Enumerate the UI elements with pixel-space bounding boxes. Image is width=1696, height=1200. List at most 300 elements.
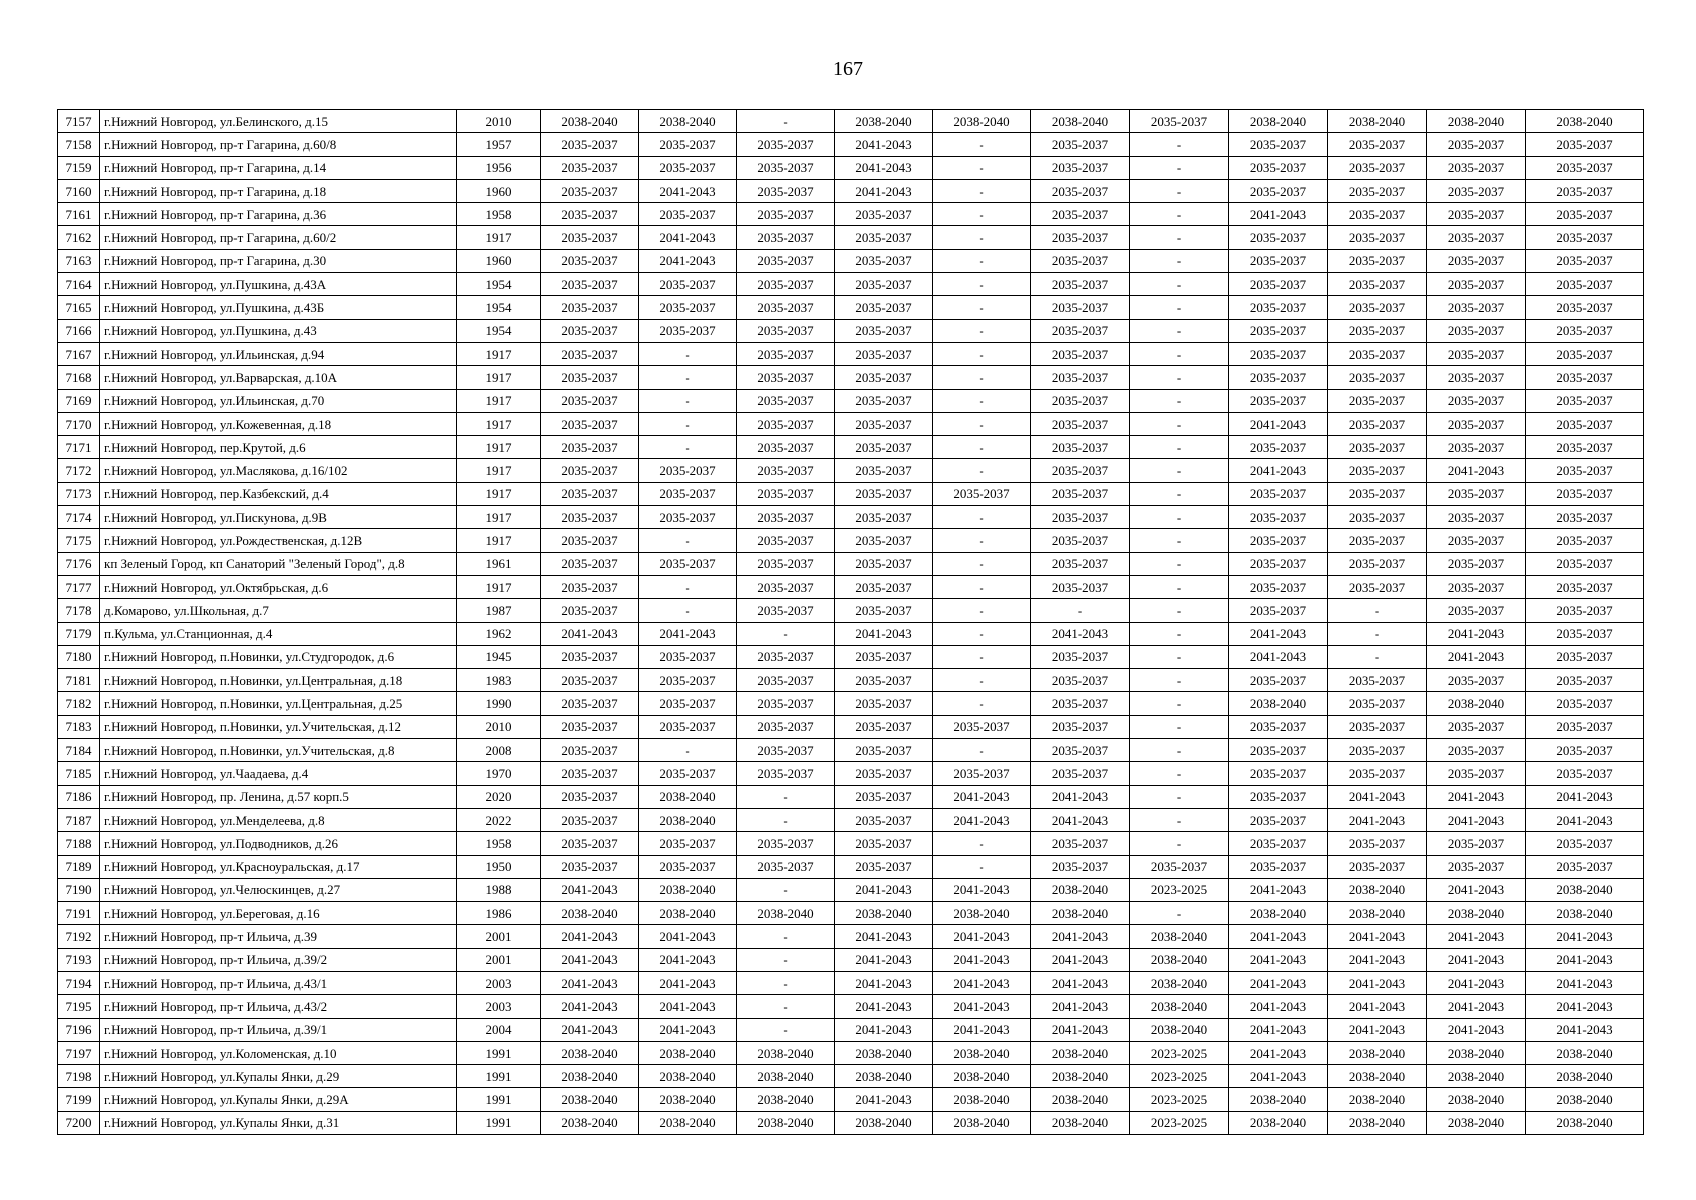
repair-period-cell: 2038-2040: [1031, 1111, 1130, 1134]
repair-period-cell: 2041-2043: [1328, 971, 1427, 994]
repair-period-cell: 2035-2037: [1229, 482, 1328, 505]
repair-period-cell: -: [933, 179, 1031, 202]
repair-period-cell: 2035-2037: [835, 739, 933, 762]
table-row: [58, 645, 1644, 668]
repair-period-cell: 2038-2040: [835, 1065, 933, 1088]
repair-period-cell: -: [639, 342, 737, 365]
repair-period-cell: 2038-2040: [835, 1041, 933, 1064]
repair-period-cell: 2038-2040: [835, 1111, 933, 1134]
repair-period-cell: 2035-2037: [541, 296, 639, 319]
repair-period-cell: 2038-2040: [1526, 110, 1644, 133]
repair-period-cell: 2035-2037: [541, 436, 639, 459]
address-cell: г.Нижний Новгород, ул.Купалы Янки, д.29: [100, 1065, 457, 1088]
table-row: [58, 669, 1644, 692]
repair-period-cell: 2035-2037: [1229, 575, 1328, 598]
table-row: [58, 133, 1644, 156]
repair-period-cell: 2035-2037: [1031, 342, 1130, 365]
address-cell: г.Нижний Новгород, ул.Купалы Янки, д.29А: [100, 1088, 457, 1111]
repair-period-cell: 2041-2043: [639, 226, 737, 249]
repair-period-cell: -: [933, 366, 1031, 389]
repair-period-cell: 2041-2043: [639, 948, 737, 971]
repair-period-cell: 2038-2040: [835, 902, 933, 925]
repair-period-cell: -: [1130, 203, 1229, 226]
build-year-cell: 1983: [457, 669, 541, 692]
repair-period-cell: 2035-2037: [541, 762, 639, 785]
repair-period-cell: 2041-2043: [1526, 785, 1644, 808]
build-year-cell: 1917: [457, 342, 541, 365]
repair-period-cell: -: [1328, 599, 1427, 622]
repair-period-cell: 2041-2043: [1229, 412, 1328, 435]
repair-period-cell: 2035-2037: [1031, 739, 1130, 762]
address-cell: г.Нижний Новгород, пр-т Гагарина, д.60/8: [100, 133, 457, 156]
repair-period-cell: 2035-2037: [1427, 529, 1526, 552]
repair-period-cell: 2035-2037: [1031, 203, 1130, 226]
repair-period-cell: 2035-2037: [1229, 506, 1328, 529]
repair-period-cell: 2038-2040: [1031, 1065, 1130, 1088]
repair-period-cell: 2035-2037: [737, 552, 835, 575]
repair-period-cell: 2041-2043: [1229, 948, 1328, 971]
repair-period-cell: 2038-2040: [541, 1065, 639, 1088]
repair-period-cell: 2035-2037: [1328, 482, 1427, 505]
repair-period-cell: 2035-2037: [835, 832, 933, 855]
repair-period-cell: 2035-2037: [1328, 389, 1427, 412]
repair-period-cell: 2038-2040: [1130, 995, 1229, 1018]
repair-period-cell: 2035-2037: [737, 203, 835, 226]
repair-period-cell: 2038-2040: [1130, 971, 1229, 994]
build-year-cell: 1917: [457, 506, 541, 529]
repair-period-cell: 2035-2037: [835, 855, 933, 878]
address-cell: г.Нижний Новгород, п.Новинки, ул.Центральная, д.25: [100, 692, 457, 715]
address-cell: г.Нижний Новгород, п.Новинки, ул.Центральная, д.18: [100, 669, 457, 692]
repair-period-cell: 2035-2037: [737, 366, 835, 389]
repair-period-cell: 2041-2043: [1526, 925, 1644, 948]
repair-period-cell: 2035-2037: [1427, 715, 1526, 738]
repair-period-cell: 2038-2040: [933, 1111, 1031, 1134]
row-number-cell: 7171: [58, 436, 100, 459]
repair-period-cell: -: [639, 529, 737, 552]
repair-period-cell: 2041-2043: [541, 971, 639, 994]
repair-period-cell: 2041-2043: [1526, 995, 1644, 1018]
repair-period-cell: 2035-2037: [737, 669, 835, 692]
repair-period-cell: -: [1130, 506, 1229, 529]
table-row: [58, 203, 1644, 226]
table-row: [58, 808, 1644, 831]
row-number-cell: 7192: [58, 925, 100, 948]
repair-period-cell: 2035-2037: [1427, 342, 1526, 365]
repair-period-cell: 2041-2043: [1427, 925, 1526, 948]
address-cell: г.Нижний Новгород, ул.Рождественская, д.12В: [100, 529, 457, 552]
repair-period-cell: -: [1130, 692, 1229, 715]
repair-period-cell: 2035-2037: [1229, 739, 1328, 762]
repair-period-cell: -: [1130, 249, 1229, 272]
repair-period-cell: 2035-2037: [1427, 832, 1526, 855]
repair-period-cell: 2038-2040: [1031, 1088, 1130, 1111]
repair-period-cell: 2035-2037: [1031, 715, 1130, 738]
repair-period-cell: 2035-2037: [835, 342, 933, 365]
repair-period-cell: 2023-2025: [1130, 1111, 1229, 1134]
repair-period-cell: 2035-2037: [1427, 133, 1526, 156]
repair-period-cell: -: [639, 599, 737, 622]
repair-period-cell: 2035-2037: [1526, 715, 1644, 738]
address-cell: г.Нижний Новгород, ул.Коломенская, д.10: [100, 1041, 457, 1064]
repair-period-cell: 2035-2037: [541, 808, 639, 831]
repair-period-cell: -: [933, 226, 1031, 249]
repair-period-cell: 2041-2043: [1229, 203, 1328, 226]
repair-period-cell: 2041-2043: [835, 1088, 933, 1111]
repair-period-cell: 2035-2037: [541, 319, 639, 342]
repair-period-cell: 2041-2043: [835, 179, 933, 202]
repair-period-cell: 2035-2037: [1328, 412, 1427, 435]
repair-period-cell: 2041-2043: [1427, 971, 1526, 994]
repair-period-cell: 2035-2037: [1427, 319, 1526, 342]
row-number-cell: 7182: [58, 692, 100, 715]
repair-period-cell: 2035-2037: [1031, 133, 1130, 156]
repair-period-cell: 2041-2043: [639, 622, 737, 645]
repair-period-cell: 2038-2040: [1427, 902, 1526, 925]
address-cell: г.Нижний Новгород, ул.Кожевенная, д.18: [100, 412, 457, 435]
repair-period-cell: 2035-2037: [1130, 855, 1229, 878]
repair-period-cell: 2041-2043: [1427, 785, 1526, 808]
repair-period-cell: -: [1130, 226, 1229, 249]
repair-period-cell: -: [1031, 599, 1130, 622]
build-year-cell: 1960: [457, 249, 541, 272]
repair-period-cell: -: [1130, 366, 1229, 389]
build-year-cell: 1945: [457, 645, 541, 668]
repair-period-cell: 2038-2040: [1328, 1111, 1427, 1134]
repair-period-cell: 2035-2037: [1526, 669, 1644, 692]
build-year-cell: 1991: [457, 1088, 541, 1111]
address-cell: г.Нижний Новгород, пр-т Гагарина, д.14: [100, 156, 457, 179]
repair-period-cell: 2035-2037: [1031, 249, 1130, 272]
repair-period-cell: 2035-2037: [1031, 366, 1130, 389]
address-cell: г.Нижний Новгород, пр. Ленина, д.57 корп.5: [100, 785, 457, 808]
repair-period-cell: 2035-2037: [1328, 203, 1427, 226]
repair-period-cell: 2035-2037: [1130, 110, 1229, 133]
repair-period-cell: 2035-2037: [737, 389, 835, 412]
repair-period-cell: 2035-2037: [737, 482, 835, 505]
row-number-cell: 7180: [58, 645, 100, 668]
repair-period-cell: 2035-2037: [835, 412, 933, 435]
repair-period-cell: 2035-2037: [1229, 179, 1328, 202]
table-row: [58, 389, 1644, 412]
repair-period-cell: 2041-2043: [835, 878, 933, 901]
table-row: [58, 1088, 1644, 1111]
table-body: [58, 110, 1644, 1135]
repair-period-cell: 2038-2040: [737, 1088, 835, 1111]
repair-period-cell: 2038-2040: [1328, 1041, 1427, 1064]
repair-period-cell: -: [1130, 342, 1229, 365]
repair-period-cell: -: [933, 459, 1031, 482]
repair-period-cell: 2041-2043: [835, 948, 933, 971]
address-cell: г.Нижний Новгород, ул.Береговая, д.16: [100, 902, 457, 925]
repair-period-cell: 2035-2037: [933, 715, 1031, 738]
repair-period-cell: 2041-2043: [835, 156, 933, 179]
repair-period-cell: 2035-2037: [737, 575, 835, 598]
table-row: [58, 575, 1644, 598]
repair-period-cell: 2041-2043: [1328, 785, 1427, 808]
repair-period-cell: -: [737, 1018, 835, 1041]
repair-period-cell: 2035-2037: [1526, 319, 1644, 342]
repair-period-cell: -: [933, 645, 1031, 668]
repair-period-cell: 2041-2043: [1328, 1018, 1427, 1041]
build-year-cell: 1961: [457, 552, 541, 575]
repair-period-cell: -: [1130, 436, 1229, 459]
repair-period-cell: -: [933, 436, 1031, 459]
table-row: [58, 762, 1644, 785]
repair-period-cell: 2035-2037: [1526, 273, 1644, 296]
row-number-cell: 7189: [58, 855, 100, 878]
table-row: [58, 296, 1644, 319]
repair-period-cell: 2035-2037: [737, 436, 835, 459]
repair-period-cell: 2038-2040: [541, 110, 639, 133]
repair-period-cell: -: [933, 273, 1031, 296]
build-year-cell: 1988: [457, 878, 541, 901]
repair-period-cell: 2041-2043: [1229, 995, 1328, 1018]
repair-period-cell: 2041-2043: [1328, 808, 1427, 831]
address-cell: г.Нижний Новгород, ул.Ильинская, д.70: [100, 389, 457, 412]
repair-period-cell: 2035-2037: [737, 506, 835, 529]
repair-period-cell: -: [737, 785, 835, 808]
repair-period-cell: -: [1130, 389, 1229, 412]
repair-period-cell: 2035-2037: [1526, 389, 1644, 412]
table-row: [58, 226, 1644, 249]
repair-period-cell: -: [737, 995, 835, 1018]
repair-period-cell: -: [639, 389, 737, 412]
repair-period-cell: 2041-2043: [1031, 925, 1130, 948]
build-year-cell: 2020: [457, 785, 541, 808]
repair-period-cell: -: [1328, 645, 1427, 668]
repair-period-cell: 2035-2037: [835, 226, 933, 249]
repair-period-cell: -: [737, 622, 835, 645]
address-cell: г.Нижний Новгород, ул.Пискунова, д.9В: [100, 506, 457, 529]
build-year-cell: 2010: [457, 110, 541, 133]
repair-period-cell: 2035-2037: [1031, 692, 1130, 715]
build-year-cell: 1917: [457, 412, 541, 435]
repair-period-cell: 2041-2043: [541, 948, 639, 971]
repair-period-cell: 2041-2043: [835, 133, 933, 156]
repair-period-cell: 2038-2040: [1229, 1111, 1328, 1134]
repair-period-cell: 2038-2040: [639, 902, 737, 925]
repair-period-cell: 2041-2043: [639, 995, 737, 1018]
repair-period-cell: 2035-2037: [1031, 226, 1130, 249]
repair-period-cell: 2035-2037: [1229, 552, 1328, 575]
repair-period-cell: 2041-2043: [541, 1018, 639, 1041]
repair-period-cell: 2035-2037: [835, 529, 933, 552]
repair-period-cell: 2035-2037: [639, 762, 737, 785]
repair-period-cell: 2035-2037: [835, 389, 933, 412]
row-number-cell: 7159: [58, 156, 100, 179]
repair-period-cell: 2035-2037: [1526, 622, 1644, 645]
row-number-cell: 7174: [58, 506, 100, 529]
repair-period-cell: 2035-2037: [1229, 832, 1328, 855]
repair-period-cell: -: [737, 971, 835, 994]
repair-period-cell: 2041-2043: [1229, 925, 1328, 948]
row-number-cell: 7196: [58, 1018, 100, 1041]
repair-period-cell: 2038-2040: [1031, 878, 1130, 901]
repair-period-cell: 2035-2037: [541, 506, 639, 529]
build-year-cell: 1917: [457, 226, 541, 249]
table-row: [58, 902, 1644, 925]
table-row: [58, 599, 1644, 622]
repair-period-cell: 2035-2037: [933, 762, 1031, 785]
repair-period-cell: 2035-2037: [1427, 366, 1526, 389]
repair-period-cell: 2035-2037: [541, 226, 639, 249]
repair-period-cell: 2035-2037: [737, 832, 835, 855]
table-row: [58, 506, 1644, 529]
repair-period-cell: 2035-2037: [1526, 762, 1644, 785]
repair-period-cell: 2035-2037: [835, 692, 933, 715]
repair-period-cell: 2038-2040: [933, 1088, 1031, 1111]
repair-period-cell: 2023-2025: [1130, 1088, 1229, 1111]
repair-period-cell: 2035-2037: [1328, 226, 1427, 249]
repair-period-cell: 2041-2043: [639, 925, 737, 948]
repair-period-cell: -: [737, 925, 835, 948]
row-number-cell: 7164: [58, 273, 100, 296]
repair-period-cell: 2041-2043: [639, 971, 737, 994]
repair-period-cell: 2035-2037: [1229, 762, 1328, 785]
build-year-cell: 1991: [457, 1065, 541, 1088]
row-number-cell: 7160: [58, 179, 100, 202]
repair-period-cell: 2041-2043: [1229, 1065, 1328, 1088]
repair-period-cell: 2035-2037: [1526, 529, 1644, 552]
repair-period-cell: 2041-2043: [541, 622, 639, 645]
repair-period-cell: 2038-2040: [639, 1041, 737, 1064]
table-row: [58, 552, 1644, 575]
build-year-cell: 2022: [457, 808, 541, 831]
repair-period-cell: 2035-2037: [1427, 273, 1526, 296]
repair-period-cell: 2041-2043: [1526, 1018, 1644, 1041]
row-number-cell: 7172: [58, 459, 100, 482]
repair-period-cell: -: [933, 319, 1031, 342]
repair-period-cell: 2035-2037: [737, 249, 835, 272]
row-number-cell: 7165: [58, 296, 100, 319]
repair-period-cell: 2038-2040: [933, 902, 1031, 925]
repair-period-cell: 2035-2037: [541, 366, 639, 389]
build-year-cell: 1917: [457, 482, 541, 505]
repair-period-cell: 2041-2043: [1229, 1041, 1328, 1064]
table-row: [58, 739, 1644, 762]
repair-period-cell: 2041-2043: [1031, 995, 1130, 1018]
repair-period-cell: 2035-2037: [1427, 203, 1526, 226]
row-number-cell: 7176: [58, 552, 100, 575]
repair-period-cell: 2035-2037: [1526, 692, 1644, 715]
row-number-cell: 7157: [58, 110, 100, 133]
repair-period-cell: 2038-2040: [1427, 1065, 1526, 1088]
repair-period-cell: 2035-2037: [1229, 785, 1328, 808]
build-year-cell: 1987: [457, 599, 541, 622]
repair-period-cell: 2038-2040: [1427, 692, 1526, 715]
repair-period-cell: 2041-2043: [1526, 808, 1644, 831]
repair-period-cell: 2035-2037: [835, 319, 933, 342]
repair-period-cell: 2035-2037: [639, 692, 737, 715]
build-year-cell: 2001: [457, 948, 541, 971]
repair-period-cell: -: [737, 878, 835, 901]
repair-period-cell: 2038-2040: [933, 1041, 1031, 1064]
row-number-cell: 7161: [58, 203, 100, 226]
repair-period-cell: 2035-2037: [835, 506, 933, 529]
repair-period-cell: 2035-2037: [1526, 179, 1644, 202]
repair-period-cell: 2035-2037: [737, 599, 835, 622]
repair-period-cell: 2038-2040: [1130, 1018, 1229, 1041]
address-cell: г.Нижний Новгород, ул.Красноуральская, д.17: [100, 855, 457, 878]
table-row: [58, 529, 1644, 552]
repair-period-cell: 2041-2043: [835, 925, 933, 948]
repair-period-cell: 2035-2037: [639, 459, 737, 482]
table-row: [58, 1111, 1644, 1134]
build-year-cell: 1950: [457, 855, 541, 878]
address-cell: г.Нижний Новгород, пр-т Ильича, д.39/2: [100, 948, 457, 971]
repair-period-cell: 2035-2037: [737, 156, 835, 179]
repair-period-cell: 2035-2037: [835, 459, 933, 482]
table-row: [58, 459, 1644, 482]
repair-period-cell: 2035-2037: [737, 645, 835, 668]
repair-period-cell: 2035-2037: [541, 249, 639, 272]
build-year-cell: 1991: [457, 1111, 541, 1134]
repair-period-cell: 2035-2037: [1328, 715, 1427, 738]
repair-period-cell: 2035-2037: [541, 133, 639, 156]
address-cell: г.Нижний Новгород, п.Новинки, ул.Учительская, д.8: [100, 739, 457, 762]
repair-period-cell: 2035-2037: [737, 529, 835, 552]
repair-period-cell: 2035-2037: [1427, 575, 1526, 598]
repair-period-cell: 2041-2043: [1526, 948, 1644, 971]
repair-period-cell: 2041-2043: [933, 925, 1031, 948]
build-year-cell: 1917: [457, 389, 541, 412]
repair-period-cell: 2035-2037: [1031, 506, 1130, 529]
repair-period-cell: 2035-2037: [1328, 832, 1427, 855]
repair-period-cell: 2035-2037: [1328, 506, 1427, 529]
repair-period-cell: 2041-2043: [1229, 459, 1328, 482]
row-number-cell: 7177: [58, 575, 100, 598]
repair-period-cell: 2035-2037: [737, 459, 835, 482]
repair-period-cell: 2035-2037: [1031, 855, 1130, 878]
repair-period-cell: 2035-2037: [1031, 552, 1130, 575]
repair-period-cell: -: [933, 575, 1031, 598]
repair-period-cell: 2035-2037: [737, 226, 835, 249]
build-year-cell: 2010: [457, 715, 541, 738]
repair-period-cell: 2035-2037: [835, 785, 933, 808]
repair-period-cell: 2035-2037: [1328, 342, 1427, 365]
row-number-cell: 7175: [58, 529, 100, 552]
address-cell: д.Комарово, ул.Школьная, д.7: [100, 599, 457, 622]
repair-period-cell: 2035-2037: [1526, 482, 1644, 505]
repair-period-cell: 2038-2040: [1328, 902, 1427, 925]
repair-period-cell: 2035-2037: [541, 529, 639, 552]
table-row: [58, 1018, 1644, 1041]
repair-period-cell: 2041-2043: [639, 249, 737, 272]
repair-period-cell: -: [1328, 622, 1427, 645]
repair-period-cell: 2041-2043: [639, 1018, 737, 1041]
repair-period-cell: 2038-2040: [737, 1111, 835, 1134]
repair-period-cell: -: [737, 110, 835, 133]
repair-period-cell: 2035-2037: [1526, 552, 1644, 575]
repair-period-cell: -: [1130, 179, 1229, 202]
table-row: [58, 622, 1644, 645]
repair-period-cell: -: [1130, 762, 1229, 785]
repair-period-cell: 2035-2037: [737, 179, 835, 202]
table-row: [58, 249, 1644, 272]
repair-period-cell: 2041-2043: [639, 179, 737, 202]
build-year-cell: 2001: [457, 925, 541, 948]
build-year-cell: 1957: [457, 133, 541, 156]
build-year-cell: 1958: [457, 203, 541, 226]
table-row: [58, 179, 1644, 202]
repair-period-cell: 2035-2037: [1031, 296, 1130, 319]
repair-period-cell: 2035-2037: [737, 739, 835, 762]
address-cell: г.Нижний Новгород, пр-т Гагарина, д.18: [100, 179, 457, 202]
repair-period-cell: 2035-2037: [1526, 226, 1644, 249]
repair-period-cell: 2035-2037: [639, 156, 737, 179]
address-cell: г.Нижний Новгород, ул.Ильинская, д.94: [100, 342, 457, 365]
